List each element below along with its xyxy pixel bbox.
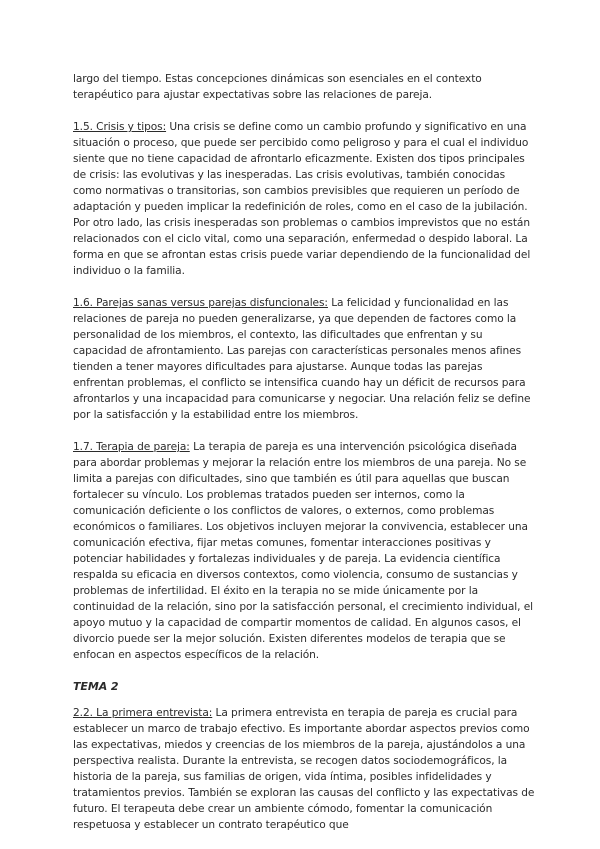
- section-heading-terapia: 1.7. Terapia de pareja:: [73, 441, 190, 453]
- intro-paragraph: largo del tiempo. Estas concepciones dinámicas son esenciales en el contexto terapéutico para ajustar expectativas sobre las relaciones de pareja.: [73, 73, 482, 101]
- section-text-parejas: La felicidad y funcionalidad en las relaciones de pareja no pueden generalizarse, ya que dependen de factores como la personalidad de los miembros, el contexto, las dificultades que enfrentan y su capacidad de afrontamiento. Las parejas con características personales menos afines tienden a tener mayores dificultades para ajustarse. Aunque todas las parejas enfrentan problemas, el conflicto se intensifica cuando hay un déficit de recursos para afrontarlos y una incapacidad para comunicarse y negociar. Una relación feliz se define por la satisfacción y la estabilidad entre los miembros.: [73, 297, 531, 421]
- section-heading-parejas: 1.6. Parejas sanas versus parejas disfuncionales:: [73, 297, 328, 309]
- section-terapia: [73, 439, 535, 663]
- section-text-entrevista: La primera entrevista en terapia de pareja es crucial para establecer un marco de trabajo efectivo. Es importante abordar aspectos previos como las expectativas, miedos y creencias de los miembros de la pareja, ajustándolos a una perspectiva realista. Durante la entrevista, se recogen datos sociodemográficos, la historia de la pareja, sus familias de origen, vida íntima, posibles infidelidades y tratamientos previos. También se exploran las causas del conflicto y las expectativas de futuro. El terapeuta debe crear un ambiente cómodo, fomentar la comunicación respetuosa y establecer un contrato terapéutico que: [73, 707, 535, 831]
- section-entrevista: [73, 705, 535, 833]
- section-heading-entrevista: 2.2. La primera entrevista:: [73, 707, 213, 719]
- section-parejas: [73, 295, 535, 423]
- section-text-terapia: La terapia de pareja es una intervención psicológica diseñada para abordar problemas y mejorar la relación entre los miembros de una pareja. No se limita a parejas con dificultades, sino que también es útil para aquellas que buscan fortalecer su vínculo. Los problemas tratados pueden ser internos, como la comunicación deficiente o los conflictos de valores, o externos, como problemas económicos o familiares. Los objetivos incluyen mejorar la convivencia, establecer una comunicación efectiva, fijar metas comunes, fomentar interacciones positivas y potenciar habilidades y fortalezas individuales y de pareja. La evidencia científica respalda su eficacia en diversos contextos, como violencia, consumo de sustancias y problemas de infertilidad. El éxito en la terapia no se mide únicamente por la continuidad de la relación, sino por la satisfacción personal, el crecimiento individual, el apoyo mutuo y la capacidad de compartir momentos de calidad. En algunos casos, el divorcio puede ser la mejor solución. Existen diferentes modelos de terapia que se enfocan en aspectos específicos de la relación.: [73, 441, 534, 661]
- section-crisis: [73, 119, 535, 279]
- document-page: [73, 71, 535, 849]
- tema-heading: TEMA 2: [73, 680, 119, 693]
- section-heading-crisis: 1.5. Crisis y tipos:: [73, 121, 167, 133]
- section-text-crisis: Una crisis se define como un cambio profundo y significativo en una situación o proceso, que puede ser percibido como peligroso y para el cual el individuo siente que no tiene capacidad de afrontarlo eficazmente. Existen dos tipos principales de crisis: las evolutivas y las inesperadas. Las crisis evolutivas, también conocidas como normativas o transitorias, son cambios previsibles que requieren un período de adaptación y pueden implicar la redefinición de roles, como en el caso de la jubilación. Por otro lado, las crisis inesperadas son problemas o cambios imprevistos que no están relacionados con el ciclo vital, como una separación, enfermedad o despido laboral. La forma en que se afrontan estas crisis puede variar dependiendo de la funcionalidad del individuo o la familia.: [73, 121, 531, 277]
